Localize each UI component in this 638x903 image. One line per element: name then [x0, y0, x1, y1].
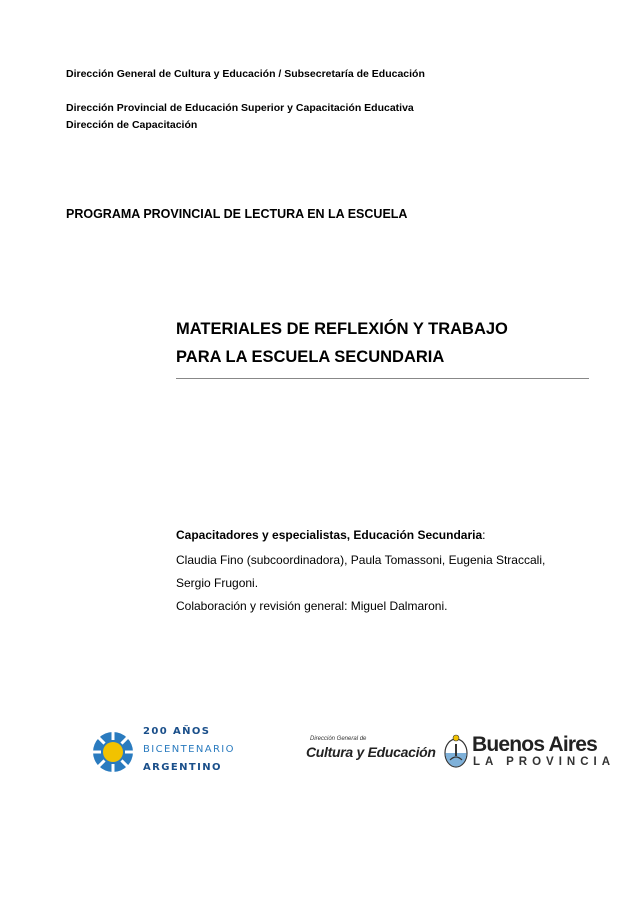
credits-line-3: Colaboración y revisión general: Miguel Dalmaroni.	[176, 599, 448, 613]
buenos-aires-main-text: Buenos Aires	[472, 733, 597, 756]
bicentenario-line-3: ARGENTINO	[143, 762, 222, 773]
dgce-logo-main-text: Cultura y Educación	[306, 744, 436, 760]
bicentenario-line-1: 200 AÑOS	[143, 726, 211, 737]
credits-heading	[176, 528, 485, 542]
document-title-line-2: PARA LA ESCUELA SECUNDARIA	[176, 348, 445, 366]
header-line-1: Dirección General de Cultura y Educación / Subsecretaría de Educación	[66, 68, 425, 80]
bicentenario-line-2: BICENTENARIO	[143, 744, 235, 755]
credits-line-2: Sergio Frugoni.	[176, 576, 259, 590]
header-line-3: Dirección de Capacitación	[66, 119, 198, 131]
document-title-line-1: MATERIALES DE REFLEXIÓN Y TRABAJO	[176, 320, 508, 338]
credits-heading-colon: :	[482, 528, 486, 542]
bicentenario-sun-icon	[91, 730, 135, 774]
title-divider	[176, 378, 589, 379]
provincial-shield-icon	[443, 734, 469, 770]
buenos-aires-sub-text: LA PROVINCIA	[473, 756, 615, 768]
credits-heading-text: Capacitadores y especialistas, Educación Secundaria	[176, 528, 483, 542]
buenos-aires-logo	[442, 732, 615, 774]
program-title: PROGRAMA PROVINCIAL DE LECTURA EN LA ESCUELA	[66, 207, 408, 221]
dgce-logo	[306, 736, 436, 766]
credits-line-1: Claudia Fino (subcoordinadora), Paula Tomassoni, Eugenia Straccali,	[176, 553, 546, 567]
dgce-logo-small-text: Dirección General de	[310, 736, 367, 742]
header-line-2: Dirección Provincial de Educación Superior y Capacitación Educativa	[66, 102, 414, 114]
bicentenario-logo	[89, 724, 234, 782]
